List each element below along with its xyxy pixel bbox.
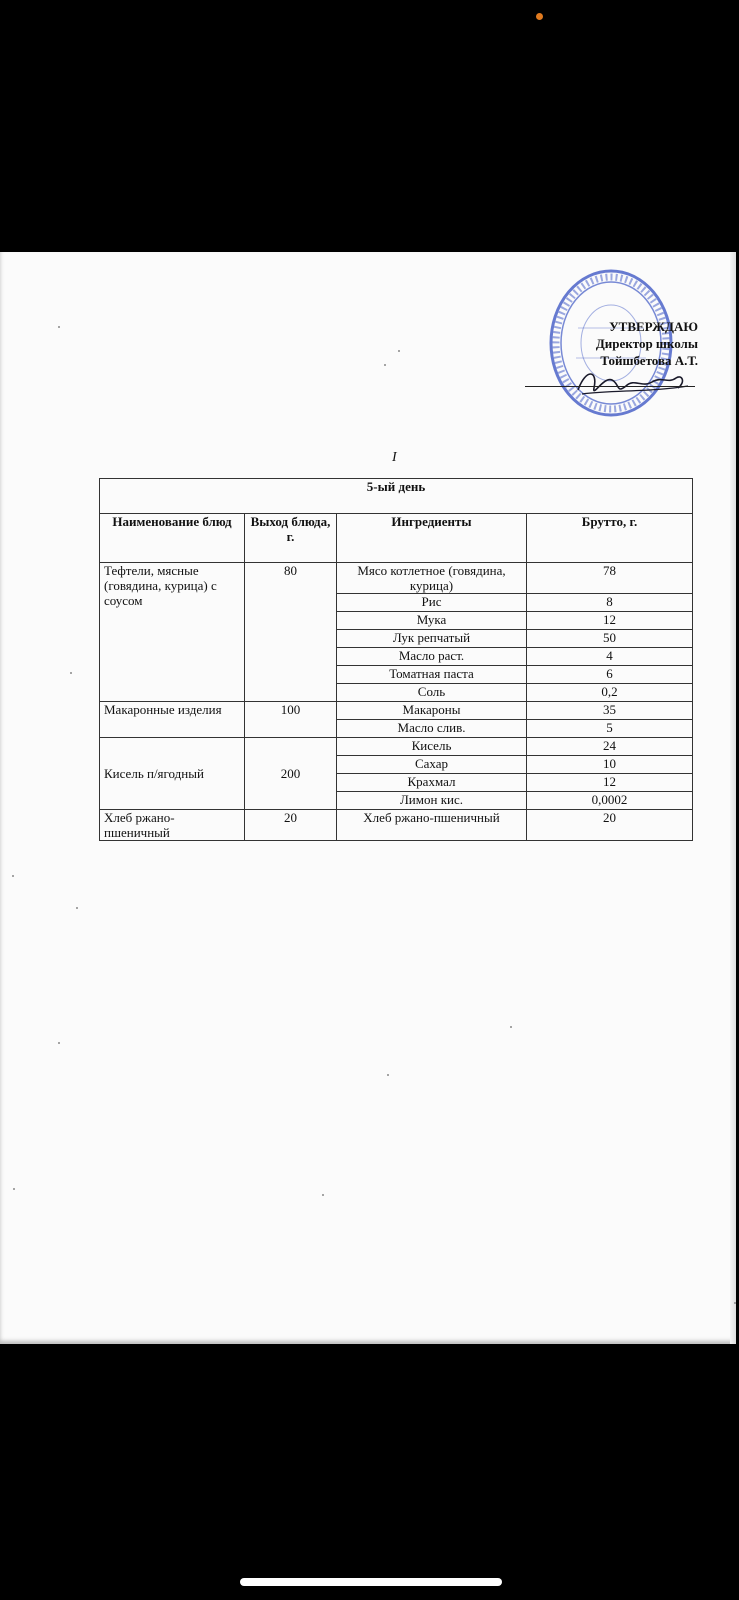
ingredient-gross-cell: 78: [527, 563, 693, 594]
approval-name: Тойшбетова А.Т.: [600, 353, 698, 368]
ingredient-name-cell: Сахар: [337, 756, 527, 774]
ingredient-gross-cell: 4: [527, 648, 693, 666]
paper-speck: [12, 875, 14, 877]
ingredient-name-cell: Томатная паста: [337, 666, 527, 684]
paper-speck: [510, 1026, 512, 1028]
column-header-gross: Брутто, г.: [527, 514, 693, 563]
ingredient-name-cell: Масло раст.: [337, 648, 527, 666]
ingredient-gross-cell: 0,0002: [527, 792, 693, 810]
home-indicator[interactable]: [240, 1578, 502, 1586]
ingredient-name-cell: Лук репчатый: [337, 630, 527, 648]
ingredient-name-cell: Макароны: [337, 702, 527, 720]
approval-position: Директор школы: [595, 336, 698, 351]
paper-speck: [398, 350, 400, 352]
table-row: [100, 563, 693, 594]
ingredient-gross-cell: 35: [527, 702, 693, 720]
signature-line: [525, 386, 695, 387]
dish-name-cell: Макаронные изделия: [100, 702, 245, 738]
dish-name-cell: Тефтели, мясные (говядина, курица) с соусом: [100, 563, 245, 702]
paper-speck: [70, 672, 72, 674]
ingredient-name-cell: Рис: [337, 594, 527, 612]
ingredient-name-cell: Соль: [337, 684, 527, 702]
dish-yield-cell: 80: [245, 563, 337, 702]
status-indicator-dot: [536, 13, 543, 20]
ingredient-name-cell: Кисель: [337, 738, 527, 756]
ingredient-gross-cell: 0,2: [527, 684, 693, 702]
ingredient-gross-cell: 24: [527, 738, 693, 756]
page-marker: I: [392, 450, 397, 465]
column-header-dish: Наименование блюд: [100, 514, 245, 563]
ingredient-gross-cell: 50: [527, 630, 693, 648]
paper-speck: [58, 1042, 60, 1044]
column-header-yield: Выход блюда, г.: [245, 514, 337, 563]
dish-yield-cell: 200: [245, 738, 337, 810]
paper-speck: [387, 1074, 389, 1076]
day-title: 5-ый день: [100, 479, 693, 514]
day-row: [100, 479, 693, 514]
dish-yield-cell: 20: [245, 810, 337, 841]
ingredient-gross-cell: 12: [527, 774, 693, 792]
table-row: [100, 810, 693, 841]
ingredient-name-cell: Хлеб ржано-пшеничный: [337, 810, 527, 841]
ingredient-gross-cell: 20: [527, 810, 693, 841]
paper-speck: [58, 326, 60, 328]
ingredient-gross-cell: 6: [527, 666, 693, 684]
paper-speck: [76, 907, 78, 909]
dish-yield-cell: 100: [245, 702, 337, 738]
table-row: [100, 738, 693, 756]
approval-block: [560, 318, 698, 369]
header-row: [100, 514, 693, 563]
column-header-ingredients: Ингредиенты: [337, 514, 527, 563]
paper-speck: [13, 1188, 15, 1190]
ingredient-gross-cell: 8: [527, 594, 693, 612]
approval-heading: УТВЕРЖДАЮ: [609, 319, 698, 334]
ingredient-gross-cell: 5: [527, 720, 693, 738]
paper-speck: [322, 1194, 324, 1196]
ingredient-gross-cell: 10: [527, 756, 693, 774]
ingredient-name-cell: Лимон кис.: [337, 792, 527, 810]
director-signature: [572, 364, 692, 404]
paper-speck: [734, 1302, 736, 1304]
ingredient-name-cell: Мясо котлетное (говядина, курица): [337, 563, 527, 594]
ingredient-name-cell: Крахмал: [337, 774, 527, 792]
ingredient-name-cell: Масло слив.: [337, 720, 527, 738]
document-page: [0, 252, 736, 1344]
dish-name-cell: Кисель п/ягодный: [100, 738, 245, 810]
ingredient-name-cell: Мука: [337, 612, 527, 630]
paper-speck: [384, 364, 386, 366]
menu-table: [99, 478, 693, 841]
ingredient-gross-cell: 12: [527, 612, 693, 630]
table-row: [100, 702, 693, 720]
dish-name-cell: Хлеб ржано-пшеничный: [100, 810, 245, 841]
page-edge: [730, 252, 736, 1344]
